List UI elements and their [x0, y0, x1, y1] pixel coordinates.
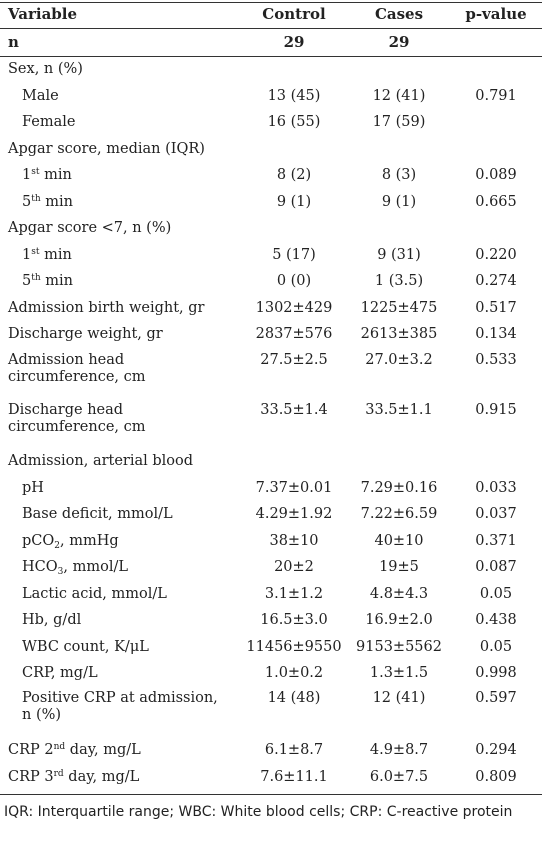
- cases-value: 40±10: [374, 533, 424, 549]
- row-label: Discharge weight, gr: [8, 326, 163, 342]
- p-value: 0.274: [475, 273, 517, 289]
- n-control: 29: [283, 33, 305, 51]
- control-value: 1302±429: [255, 300, 333, 316]
- control-value: 4.29±1.92: [255, 506, 333, 522]
- p-value: 0.087: [475, 559, 517, 575]
- control-value: 11456±9550: [246, 639, 342, 655]
- header-cases: Cases: [374, 5, 424, 23]
- p-value: 0.371: [475, 533, 517, 549]
- p-value: 0.998: [475, 665, 517, 681]
- row-label: CRP, mg/L: [22, 665, 98, 681]
- p-value: 0.05: [479, 586, 513, 602]
- cases-value: 4.8±4.3: [369, 586, 429, 602]
- p-value: 0.915: [475, 402, 517, 418]
- row-label: Lactic acid, mmol/L: [22, 586, 167, 602]
- header-p-value: p-value: [465, 5, 527, 23]
- control-value: 33.5±1.4: [260, 402, 328, 418]
- cases-value: 2613±385: [360, 326, 438, 342]
- p-value: 0.037: [475, 506, 517, 522]
- row-label: pCO$_2$, mmHg: [22, 533, 119, 551]
- n-label: n: [8, 33, 19, 51]
- p-value: 0.533: [475, 352, 517, 368]
- row-label: $HCO_3$, mmol/L: [22, 559, 128, 577]
- control-value: 9 (1): [276, 194, 312, 210]
- control-value: 38±10: [269, 533, 319, 549]
- row-label: Sex, n (%): [8, 61, 83, 77]
- cases-value: 4.9±8.7: [369, 742, 429, 758]
- control-value: 27.5±2.5: [260, 352, 328, 368]
- p-value: 0.220: [475, 247, 517, 263]
- cases-value: 9 (1): [381, 194, 417, 210]
- control-value: 16 (55): [267, 114, 321, 130]
- control-value: 1.0±0.2: [264, 665, 324, 681]
- row-label: Apgar score <7, n (%): [8, 220, 172, 236]
- control-value: 14 (48): [267, 690, 321, 706]
- row-label: Positive CRP at admission, n (%): [22, 690, 218, 723]
- row-label: Admission birth weight, gr: [8, 300, 205, 316]
- control-value: 0 (0): [276, 273, 312, 289]
- p-value: 0.809: [475, 769, 517, 785]
- cases-value: 8 (3): [381, 167, 417, 183]
- n-cases: 29: [388, 33, 410, 51]
- cases-value: 12 (41): [372, 88, 426, 104]
- cases-value: 9 (31): [377, 247, 421, 263]
- p-value: 0.05: [479, 639, 513, 655]
- row-label: WBC count, K/μL: [22, 639, 149, 655]
- p-value: 0.089: [475, 167, 517, 183]
- control-value: 8 (2): [276, 167, 312, 183]
- p-value: 0.294: [475, 742, 517, 758]
- control-value: 7.6±11.1: [260, 769, 328, 785]
- control-value: 6.1±8.7: [264, 742, 324, 758]
- cases-value: 33.5±1.1: [365, 402, 433, 418]
- row-label: CRP 3rd day, mg/L: [8, 769, 140, 785]
- control-value: 2837±576: [255, 326, 333, 342]
- row-label: Apgar score, median (IQR): [8, 141, 205, 157]
- p-value: 0.517: [475, 300, 517, 316]
- row-label: 5th min: [22, 273, 73, 289]
- cases-value: 7.22±6.59: [360, 506, 438, 522]
- row-label: CRP 2nd day, mg/L: [8, 742, 141, 758]
- header-rule: [0, 28, 542, 29]
- control-value: 7.37±0.01: [255, 480, 333, 496]
- row-label: Hb, g/dl: [22, 612, 82, 628]
- n-rule: [0, 56, 542, 57]
- control-value: 13 (45): [267, 88, 321, 104]
- control-value: 20±2: [274, 559, 314, 575]
- cases-value: 9153±5562: [356, 639, 442, 655]
- row-label: Admission, arterial blood: [8, 453, 194, 469]
- p-value: 0.033: [475, 480, 517, 496]
- cases-value: 12 (41): [372, 690, 426, 706]
- control-value: 16.5±3.0: [260, 612, 328, 628]
- cases-value: 1.3±1.5: [369, 665, 429, 681]
- row-label: 1st min: [22, 247, 72, 263]
- table-footnote: IQR: Interquartile range; WBC: White blood cells; CRP: C-reactive protein: [4, 804, 513, 820]
- row-label: pH: [22, 480, 44, 496]
- row-label: 5th min: [22, 194, 73, 210]
- cases-value: 7.29±0.16: [360, 480, 438, 496]
- p-value: 0.791: [475, 88, 517, 104]
- cases-value: 27.0±3.2: [365, 352, 433, 368]
- row-label: Female: [22, 114, 76, 130]
- cases-value: 19±5: [379, 559, 419, 575]
- control-value: 3.1±1.2: [264, 586, 324, 602]
- p-value: 0.665: [475, 194, 517, 210]
- cases-value: 6.0±7.5: [369, 769, 429, 785]
- header-control: Control: [262, 5, 326, 23]
- top-rule: [0, 2, 542, 3]
- bottom-rule: [0, 794, 542, 795]
- cases-value: 1225±475: [360, 300, 438, 316]
- header-variable: Variable: [8, 5, 78, 23]
- cases-value: 1 (3.5): [374, 273, 424, 289]
- row-label: Base deficit, mmol/L: [22, 506, 173, 522]
- p-value: 0.597: [475, 690, 517, 706]
- control-value: 5 (17): [272, 247, 316, 263]
- row-label: 1st min: [22, 167, 72, 183]
- row-label: Male: [22, 88, 59, 104]
- cases-value: 16.9±2.0: [365, 612, 433, 628]
- p-value: 0.134: [475, 326, 517, 342]
- cases-value: 17 (59): [372, 114, 426, 130]
- row-label: Admission head circumference, cm: [8, 352, 146, 385]
- p-value: 0.438: [475, 612, 517, 628]
- row-label: Discharge head circumference, cm: [8, 402, 146, 435]
